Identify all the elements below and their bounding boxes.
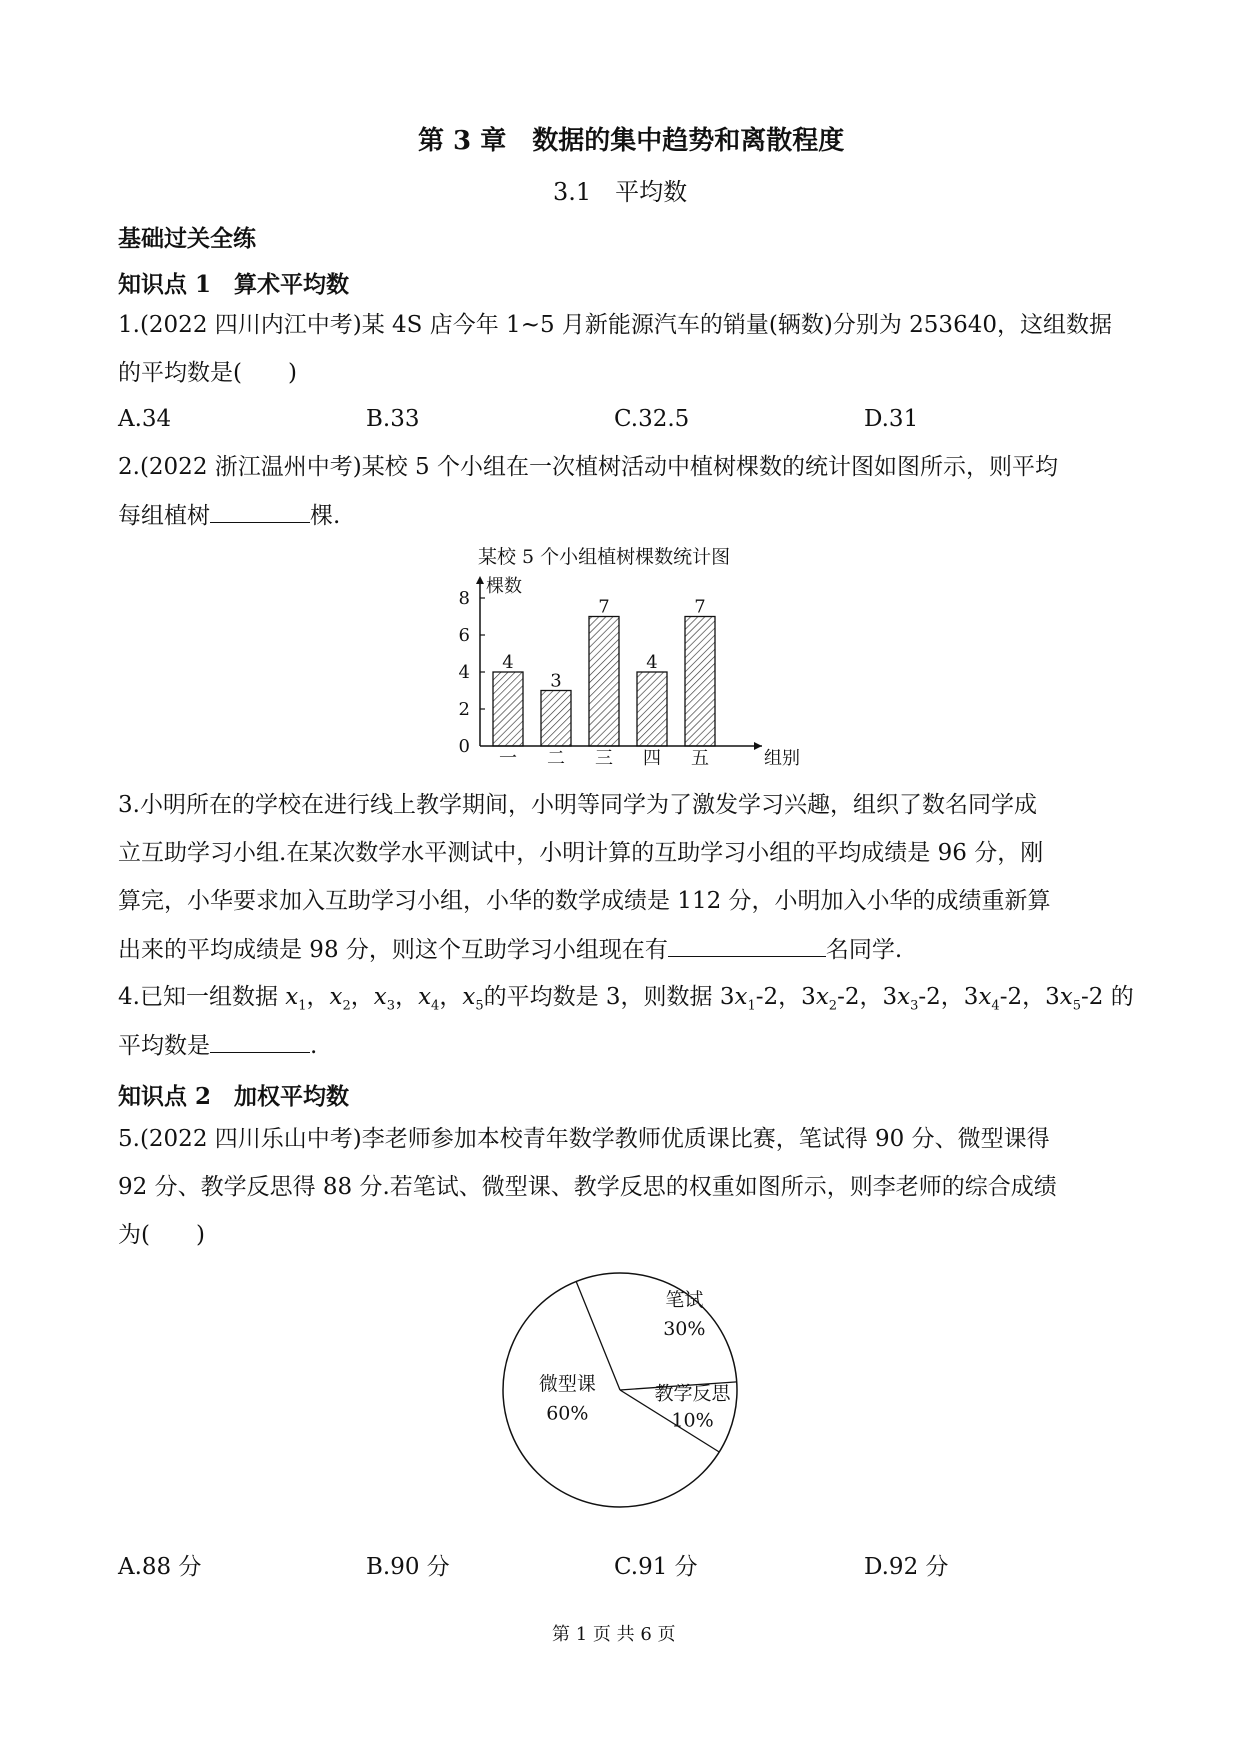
x-tick-label: 四 — [643, 748, 661, 769]
q1-option-c: C.32.5 — [614, 406, 690, 432]
question-5-line-3: 为( ) — [118, 1222, 205, 1248]
q3-line4-pre: 出来的平均成绩是 98 分，则这个互助学习小组现在有 — [118, 937, 668, 963]
y-tick-label: 0 — [458, 736, 470, 757]
q4-line1-end: 的 — [1110, 984, 1134, 1010]
question-1-line-2: 的平均数是( ) — [118, 360, 297, 386]
y-tick-label: 2 — [458, 699, 470, 720]
y-axis-arrow — [476, 576, 484, 584]
question-3-line-1: 3.小明所在的学校在进行线上教学期间，小明等同学为了激发学习兴趣，组织了数名同学成 — [118, 792, 1037, 818]
x-tick-label: 五 — [691, 748, 709, 769]
bar — [589, 617, 619, 747]
bar-chart-title: 某校 5 个小组植树棵数统计图 — [478, 546, 731, 568]
bar-data-label: 3 — [550, 670, 562, 692]
bar-data-label: 4 — [502, 652, 514, 673]
x-tick-label: 二 — [547, 748, 565, 769]
pie-slice-percent: 30% — [663, 1318, 706, 1341]
pie-slice-percent: 60% — [546, 1402, 589, 1425]
q5-option-a: A.88 分 — [118, 1554, 202, 1580]
exercise-heading: 基础过关全练 — [118, 225, 256, 252]
q5-option-d: D.92 分 — [864, 1554, 949, 1580]
question-5-line-2: 92 分、教学反思得 88 分.若笔试、微型课、教学反思的权重如图所示，则李老师的综合成绩 — [118, 1174, 1057, 1200]
x-tick-label: 三 — [595, 748, 613, 769]
q2-answer-blank[interactable] — [210, 500, 310, 523]
section-title: 3.1 平均数 — [553, 178, 688, 206]
question-2-line-1: 2.(2022 浙江温州中考)某校 5 个小组在一次植树活动中植树棵数的统计图如图所示，则平均 — [118, 454, 1058, 480]
bar — [541, 691, 571, 747]
q4-line1-start: 4.已知一组数据 — [118, 984, 278, 1010]
question-3-line-3: 算完，小华要求加入互助学习小组，小华的数学成绩是 112 分，小明加入小华的成绩重新算 — [118, 888, 1051, 914]
q2-line2-pre: 每组植树 — [118, 503, 210, 529]
x-tick-label: 一 — [499, 748, 517, 769]
pie-slice-label: 教学反思 — [654, 1382, 731, 1405]
knowledge-point-1: 知识点 1 算术平均数 — [118, 271, 350, 298]
question-1-line-1: 1.(2022 四川内江中考)某 4S 店今年 1~5 月新能源汽车的销量(辆数)分别为 253640，这组数据 — [118, 312, 1112, 338]
q4-data-list: $x_1$，$x_2$，$x_3$，$x_4$，$x_5$ — [285, 984, 484, 1014]
knowledge-point-2: 知识点 2 加权平均数 — [118, 1083, 350, 1110]
page-footer: 第 1 页 共 6 页 — [552, 1624, 676, 1645]
bar — [493, 672, 523, 746]
y-axis-label: 棵数 — [486, 576, 522, 597]
question-5-line-1: 5.(2022 四川乐山中考)李老师参加本校青年数学教师优质课比赛，笔试得 90 分、微型课得 — [118, 1126, 1050, 1152]
q4-transformed-list: $3x_1-2$，$3x_2-2$，$3x_3-2$，$3x_4-2$，$3x_5-2$ — [719, 984, 1104, 1014]
q3-line4-post: 名同学. — [825, 937, 903, 963]
question-3-line-4 — [118, 934, 902, 965]
pie-slice-label: 微型课 — [538, 1373, 596, 1395]
question-2-line-2 — [118, 500, 340, 531]
question-4-line-1 — [118, 982, 1134, 1022]
q1-option-d: D.31 — [864, 406, 919, 432]
q4-line1-mid: 的平均数是 3，则数据 — [483, 984, 713, 1010]
bar-chart — [440, 570, 800, 775]
q4-answer-blank[interactable] — [210, 1030, 310, 1053]
q4-line2-pre: 平均数是 — [118, 1033, 210, 1059]
bar — [637, 672, 667, 746]
bar-data-label: 4 — [646, 652, 658, 673]
q5-option-b: B.90 分 — [366, 1554, 450, 1580]
q4-line2-post: . — [310, 1033, 318, 1059]
pie-slice-percent: 10% — [671, 1409, 714, 1432]
bar-data-label: 7 — [694, 596, 706, 618]
q2-line2-post: 棵. — [310, 503, 341, 529]
q3-answer-blank[interactable] — [668, 934, 826, 957]
bar-data-label: 7 — [598, 596, 610, 618]
question-3-line-2: 立互助学习小组.在某次数学水平测试中，小明计算的互助学习小组的平均成绩是 96 分，刚 — [118, 840, 1044, 866]
chapter-title: 第 3 章 数据的集中趋势和离散程度 — [418, 126, 845, 156]
q1-option-b: B.33 — [366, 406, 420, 432]
y-tick-label: 8 — [458, 588, 470, 609]
pie-chart — [495, 1265, 745, 1515]
bar — [685, 617, 715, 747]
pie-slice-label: 笔试 — [665, 1288, 704, 1311]
x-axis-label: 组别 — [764, 748, 800, 769]
question-4-line-2 — [118, 1030, 317, 1061]
y-tick-label: 6 — [458, 625, 470, 646]
y-tick-label: 4 — [458, 662, 470, 683]
x-axis-arrow — [754, 742, 762, 750]
q5-option-c: C.91 分 — [614, 1554, 698, 1580]
q1-option-a: A.34 — [118, 406, 172, 432]
